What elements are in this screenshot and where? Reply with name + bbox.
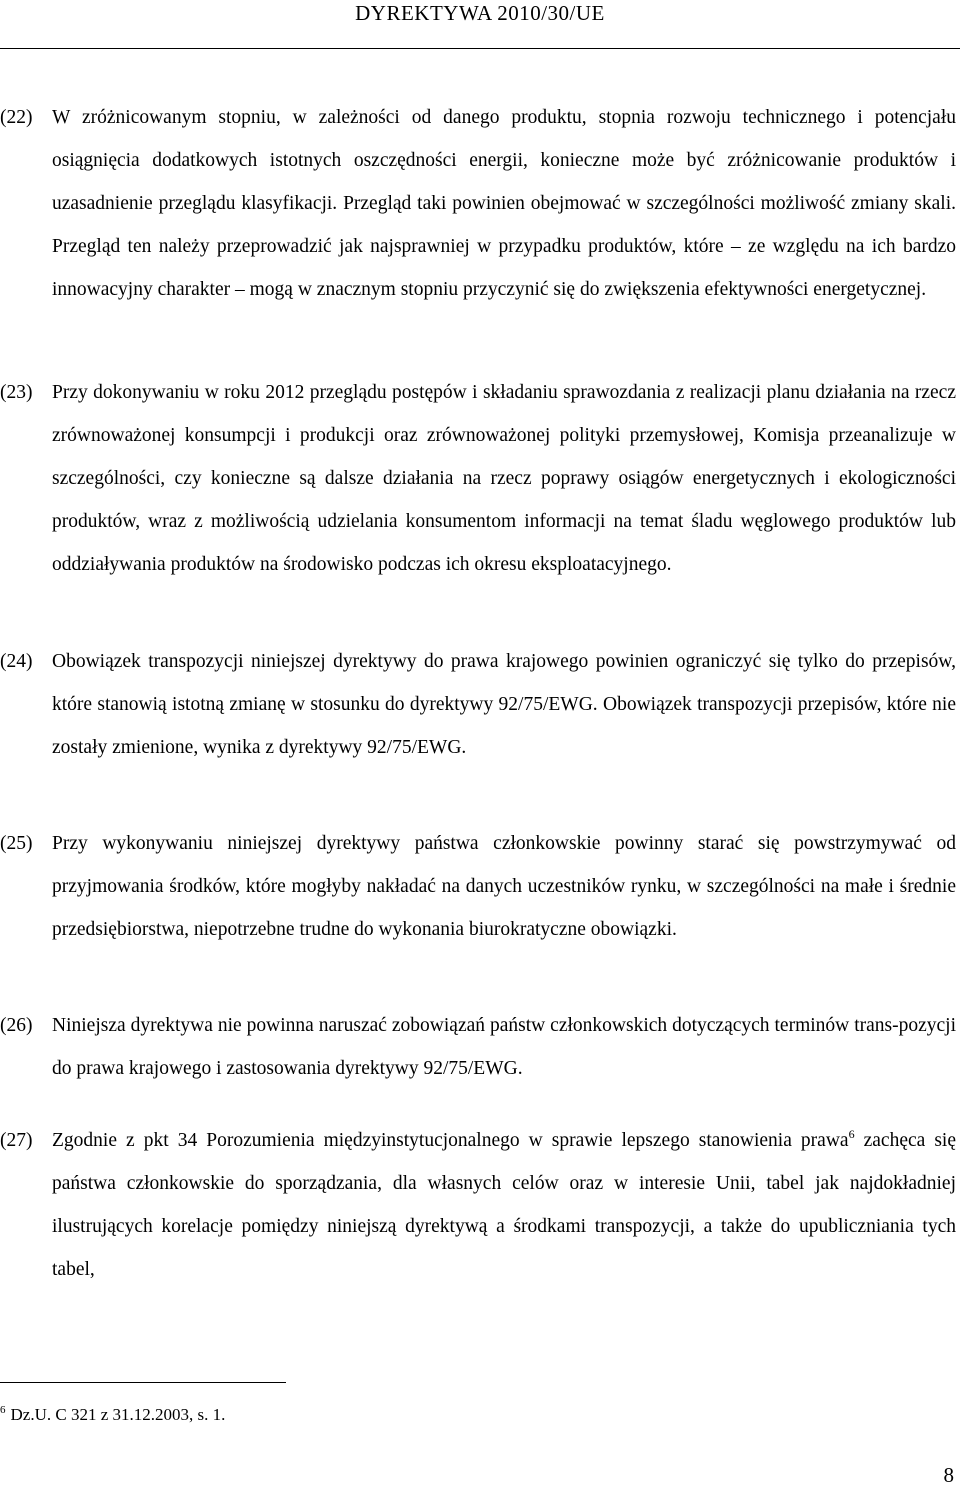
recital-27	[0, 1119, 956, 1291]
recital-text: Przy dokonywaniu w roku 2012 przeglądu postępów i składaniu sprawozdania z realizacji planu działania na rzecz zrównoważonej konsumpcji i produkcji oraz zrównoważonej polityki przemysłowej, Komisja przeanalizuje w szczególności, czy konieczne są dalsze działania na rzecz poprawy osiągów energetycznych i ekologiczności produktów, wraz z możliwością udzielania konsumentom informacji na temat śladu węglowego produktów lub oddziaływania produktów na środowisko podczas ich okresu eksploatacyjnego.	[52, 382, 956, 575]
running-header: DYREKTYWA 2010/30/UE	[355, 1, 605, 25]
recital-23	[0, 371, 956, 586]
page-number: 8	[943, 1463, 954, 1487]
footnote-text: Dz.U. C 321 z 31.12.2003, s. 1.	[10, 1405, 226, 1424]
footnote	[0, 1404, 225, 1426]
recital-number: (25)	[0, 833, 33, 854]
footnote-reference[interactable]: 6	[848, 1127, 855, 1141]
recital-22	[0, 96, 956, 311]
recital-text-part: zachęca się państwa członkowskie do sporządzania, dla własnych celów oraz w interesie Unii, tabel jak najdokładniej ilustrujących korelacje pomiędzy niniejszą dyrektywą a środkami transpozycji, a także do upubliczniania tych tabel,	[52, 1130, 957, 1280]
recital-number: (22)	[0, 107, 33, 128]
recital-number: (23)	[0, 382, 33, 403]
recital-number: (24)	[0, 651, 33, 672]
header-rule	[0, 48, 960, 49]
recital-text: Obowiązek transpozycji niniejszej dyrektywy do prawa krajowego powinien ograniczyć się tylko do przepisów, które stanowią istotną zmianę w stosunku do dyrektywy 92/75/EWG. Obowiązek transpozycji przepisów, które nie zostały zmienione, wynika z dyrektywy 92/75/EWG.	[52, 651, 956, 758]
recital-text: Niniejsza dyrektywa nie powinna naruszać zobowiązań państw członkowskich dotyczących terminów trans-pozycji do prawa krajowego i zastosowania dyrektywy 92/75/EWG.	[52, 1015, 956, 1079]
recital-number: (27)	[0, 1130, 33, 1151]
recital-26	[0, 1004, 956, 1090]
recital-text-part: Zgodnie z pkt 34 Porozumienia międzyinstytucjonalnego w sprawie lepszego stanowienia prawa	[52, 1130, 849, 1151]
footnote-rule	[0, 1382, 286, 1383]
recital-text: W zróżnicowanym stopniu, w zależności od danego produktu, stopnia rozwoju technicznego i potencjału osiągnięcia dodatkowych istotnych oszczędności energii, konieczne może być zróżnicowanie produktów i uzasadnienie przeglądu klasyfikacji. Przegląd taki powinien obejmować w szczególności możliwość zmiany skali. Przegląd ten należy przeprowadzić jak najsprawniej w przypadku produktów, które – ze względu na ich bardzo innowacyjny charakter – mogą w znacznym stopniu przyczynić się do zwiększenia efektywności energetycznej.	[52, 107, 956, 300]
recital-text	[52, 1119, 956, 1291]
recital-text: Przy wykonywaniu niniejszej dyrektywy państwa członkowskie powinny starać się powstrzymywać od przyjmowania środków, które mogłyby nakładać na danych uczestników rynku, w szczególności na małe i średnie przedsiębiorstwa, niepotrzebne trudne do wykonania biurokratyczne obowiązki.	[52, 833, 956, 940]
recital-25	[0, 822, 956, 951]
footnote-marker: 6	[0, 1404, 6, 1416]
recital-number: (26)	[0, 1015, 33, 1036]
recital-24	[0, 640, 956, 769]
